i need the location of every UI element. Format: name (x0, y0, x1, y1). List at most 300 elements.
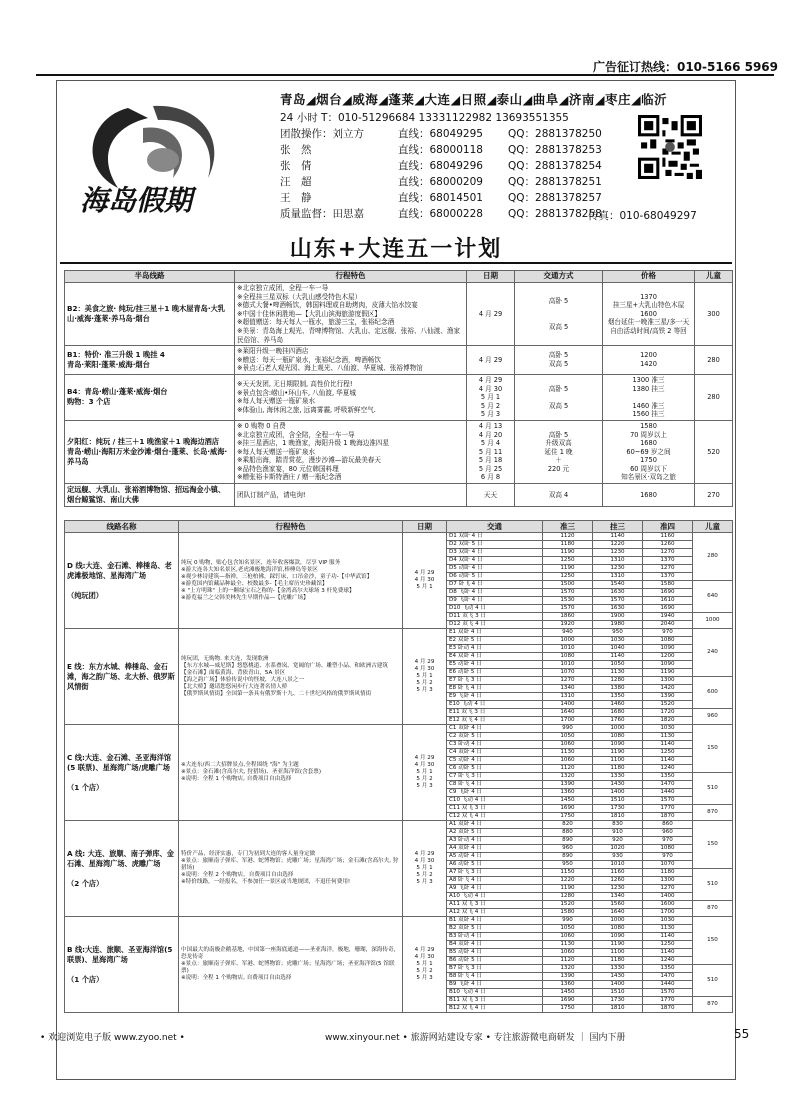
train-row (65, 725, 733, 733)
price-zhunsi: 1080 (643, 845, 693, 853)
price-zhunsan: 1320 (543, 965, 593, 973)
price-guasan: 1900 (593, 613, 643, 621)
contact-tel: 直线：68014501 (398, 192, 483, 204)
price-zhunsi: 1600 (643, 901, 693, 909)
price-zhunsan: 1390 (543, 973, 593, 981)
destination-list: 青岛◢烟台◢威海◢蓬莱◢大连◢日照◢泰山◢曲阜◢济南◢枣庄◢临沂 (280, 92, 668, 107)
price-guasan: 950 (593, 629, 643, 637)
price-zhunsan: 1120 (543, 957, 593, 965)
contact-name: 汪 超 (280, 176, 312, 188)
price-guasan: 1810 (593, 813, 643, 821)
price-zhunsan: 1360 (543, 981, 593, 989)
train-option: D10 飞动 4 日 (447, 605, 543, 613)
agency-header (68, 88, 728, 226)
price-guasan: 1510 (593, 797, 643, 805)
contact-row (280, 190, 730, 206)
price-guasan: 1560 (593, 901, 643, 909)
train-option: E1 双卧 4 日 (447, 629, 543, 637)
price-guasan: 920 (593, 837, 643, 845)
price-zhunsi: 1770 (643, 805, 693, 813)
route-traffic: 高卧 5 双高 5 (515, 283, 603, 346)
table-row (65, 346, 733, 375)
price-zhunsi: 1300 (643, 877, 693, 885)
price-guasan: 1090 (593, 741, 643, 749)
train-option: C6 动卧 5 日 (447, 765, 543, 773)
child-price: 280 (695, 346, 733, 375)
price-guasan: 1340 (593, 893, 643, 901)
train-option: D12 双飞 4 日 (447, 621, 543, 629)
price-guasan: 1230 (593, 885, 643, 893)
price-zhunsan: 1750 (543, 1005, 593, 1013)
route-date: 4 月 29 4 月 30 5 月 1 5 月 2 5 月 3 (403, 629, 447, 725)
train-option: B10 飞动 4 日 (447, 989, 543, 997)
agency-logo (68, 98, 268, 224)
price-guasan: 1080 (593, 925, 643, 933)
price-zhunsan: 1700 (543, 717, 593, 725)
price-zhunsan: 1080 (543, 653, 593, 661)
price-zhunsi: 1820 (643, 717, 693, 725)
price-zhunsan: 1690 (543, 997, 593, 1005)
route-name: B 线:大连、旅顺、圣亚海洋馆(5 联票)、星海湾广场 （1 个店） (65, 917, 179, 1013)
price-guasan: 1400 (593, 981, 643, 989)
price-zhunsi: 1440 (643, 789, 693, 797)
price-guasan: 1140 (593, 653, 643, 661)
price-zhunsi: 1240 (643, 765, 693, 773)
route-date: 4 月 29 4 月 30 5 月 1 5 月 2 5 月 3 (467, 374, 515, 420)
price-zhunsan: 1150 (543, 869, 593, 877)
route-features: ※天天发团, 无日期限制, 高性价比行程! ※景点包含:崂山•环山车, 八仙渡, 华夏城 ※每人每天赠送一瓶矿泉水 ※体验山, 海休闲之旅, 远离雾霾, 呼吸新鲜空气. (235, 374, 467, 420)
price-zhunsan: 1060 (543, 741, 593, 749)
route-date: 4 月 29 4 月 30 5 月 1 5 月 2 5 月 3 (403, 917, 447, 1013)
route-traffic: 高卧 5 升级双高 延住 1 晚 ＋ 220 元 (515, 420, 603, 483)
price-zhunsi: 1200 (643, 653, 693, 661)
price-guasan: 1260 (593, 877, 643, 885)
price-zhunsi: 1130 (643, 733, 693, 741)
price-zhunsi: 1090 (643, 645, 693, 653)
child-price: 600 (693, 677, 733, 709)
train-option: A11 双飞 3 日 (447, 901, 543, 909)
route-features: 中国最大的南极企鹅基地，中国第一座海底通道——圣亚海洋，极地，珊瑚，深海传奇，恐龙传奇 ※景点：旅顺南子弹库、军港、蛇博物馆；虎雕广场；星海湾广场；圣亚海洋馆(5 馆联票) ※说明：全程 1 个购物店, 自费项目自由选择 (179, 917, 403, 1013)
route-features: 团队订制产品，请电询! (235, 484, 467, 507)
price-zhunsan: 1060 (543, 757, 593, 765)
route-name: B2：美食之旅· 纯玩/挂三星＋1 晚木屋青岛·大乳山·威海·蓬莱·养马岛·烟台 (65, 283, 235, 346)
route-name: E 线：东方水城、棒棰岛、金石滩，海之韵广场、北大桥、俄罗斯风情街 (65, 629, 179, 725)
price-zhunsan: 940 (543, 629, 593, 637)
price-zhunsan: 1450 (543, 989, 593, 997)
price-zhunsan: 990 (543, 917, 593, 925)
price-guasan: 1460 (593, 701, 643, 709)
price-zhunsi: 1250 (643, 749, 693, 757)
price-zhunsan: 1180 (543, 541, 593, 549)
price-zhunsi: 970 (643, 629, 693, 637)
price-zhunsi: 2040 (643, 621, 693, 629)
train-option: A8 卧飞 4 日 (447, 877, 543, 885)
train-option: D2 双卧 5 日 (447, 541, 543, 549)
price-guasan: 1310 (593, 573, 643, 581)
child-price: 150 (693, 725, 733, 773)
price-zhunsi: 970 (643, 837, 693, 845)
train-option: D3 双卧 4 日 (447, 549, 543, 557)
price-guasan: 1100 (593, 757, 643, 765)
price-guasan: 1140 (593, 533, 643, 541)
train-option: A6 动卧 5 日 (447, 861, 543, 869)
price-zhunsan: 1320 (543, 773, 593, 781)
price-zhunsan: 1000 (543, 637, 593, 645)
price-zhunsan: 1340 (543, 685, 593, 693)
price-zhunsan: 1640 (543, 709, 593, 717)
price-zhunsi: 1350 (643, 965, 693, 973)
table-header: 儿童 (695, 271, 733, 283)
price-zhunsi: 1250 (643, 941, 693, 949)
price-guasan: 1040 (593, 645, 643, 653)
route-features: ※大连东/西二大招牌景点,全程围绕 "海" 为主题 ※景点：金石滩(含高尔夫, 狩猎场)、圣亚海洋馆(含套票) ※说明：全程 1 个购物店, 自费项目自由选择 (179, 725, 403, 821)
price-zhunsi: 1690 (643, 589, 693, 597)
train-option: C12 双飞 4 日 (447, 813, 543, 821)
footer-right[interactable]: www.xinyour.net • 旅游网站建设专家 • 专注旅游微电商研发 ｜ 国内下册 (325, 1033, 626, 1043)
title-rule (60, 262, 732, 264)
train-option: B8 卧飞 4 日 (447, 973, 543, 981)
price-zhunsan: 1120 (543, 765, 593, 773)
price-zhunsi: 1350 (643, 773, 693, 781)
price-zhunsan: 1580 (543, 909, 593, 917)
child-price: 240 (693, 629, 733, 677)
train-option: B6 动卧 5 日 (447, 957, 543, 965)
price-zhunsi: 1190 (643, 669, 693, 677)
page-number: 55 (734, 1027, 750, 1041)
page-title: 山东+大连五一计划 (289, 237, 503, 262)
price-zhunsi: 1470 (643, 973, 693, 981)
price-guasan: 1180 (593, 765, 643, 773)
child-price: 520 (695, 420, 733, 483)
price-zhunsi: 1140 (643, 741, 693, 749)
train-option: E7 卧飞 3 日 (447, 677, 543, 685)
price-zhunsan: 1310 (543, 693, 593, 701)
train-option: E11 双飞 3 日 (447, 709, 543, 717)
price-guasan: 1090 (593, 933, 643, 941)
route-date: 4 月 29 (467, 346, 515, 375)
train-option: D7 卧飞 4 日 (447, 581, 543, 589)
train-option: A2 双卧 5 日 (447, 829, 543, 837)
table-header: 交通 (447, 521, 543, 533)
route-price: 1370 挂三星+大乳山特色木屋 1600 烟台延住一晚准三星/多一天自由活动时间/高铁 2 等回 (603, 283, 695, 346)
child-price: 510 (693, 965, 733, 997)
price-zhunsan: 1070 (543, 669, 593, 677)
contact-tel: 直线：68049296 (398, 160, 483, 172)
route-name: 定远舰、大乳山、张裕酒博物馆、招远淘金小镇、烟台鲸鲨馆、南山大佛 (65, 484, 235, 507)
train-option: B1 双卧 4 日 (447, 917, 543, 925)
route-features: ※北京独立成团，全程一车一导 ※全程挂三星双标（大乳山感受特色木屋） ※德式大餐•啤酒畅饮，韩国料理或自助烤肉，皮薄大馅水饺宴 ※中国十佳休闲胜地—【大乳山滨海旅游度假区】 ※超值赠送：每天每人一瓶水，旅游三宝，张裕纪念酒 ※美景：青岛海上观光、青啤博物馆、大乳山、定远舰、张裕、八仙渡、渔家民俗馆、养马岛 (235, 283, 467, 346)
price-zhunsi: 1260 (643, 541, 693, 549)
price-guasan: 1230 (593, 565, 643, 573)
train-option: D8 飞卧 4 日 (447, 589, 543, 597)
route-features: 纯玩团，无购物. 来大连，发现歌洲 【东方水城—威尼斯】悠悠桃道、水系叠岚、宽阔的广场、雕塑小品、和欧洲古建筑 【金石滩】面临黄海、背依青山，5A 景区 【海之韵广场】体验传说中的怪坡，大连八景之一 【北大桥】邀请您悠闲步行大连著名情人桥 【俄罗斯风情街】全国第一条具有俄罗斯十九、二十世纪风格的俄罗斯风情街 (179, 629, 403, 725)
contact-name: 张 然 (280, 144, 312, 156)
price-zhunsi: 1390 (643, 693, 693, 701)
price-guasan: 1330 (593, 773, 643, 781)
price-zhunsan: 1690 (543, 805, 593, 813)
table-header: 儿童 (693, 521, 733, 533)
train-option: B9 飞卧 4 日 (447, 981, 543, 989)
route-name: A 线: 大连、旅顺、南子弹库、金石滩、星海湾广场、虎雕广场 （2 个店） (65, 821, 179, 917)
child-price: 510 (693, 773, 733, 805)
price-zhunsi: 1870 (643, 813, 693, 821)
top-rule (36, 74, 774, 76)
contact-qq: QQ：2881378254 (508, 160, 602, 172)
price-guasan: 1330 (593, 965, 643, 973)
price-guasan: 1540 (593, 581, 643, 589)
child-price: 870 (693, 901, 733, 917)
price-zhunsan: 1520 (543, 901, 593, 909)
train-option: D5 动卧 4 日 (447, 565, 543, 573)
child-price: 280 (693, 533, 733, 581)
price-zhunsi: 1240 (643, 957, 693, 965)
price-zhunsan: 890 (543, 837, 593, 845)
price-zhunsi: 970 (643, 853, 693, 861)
price-zhunsan: 1120 (543, 533, 593, 541)
train-option: A7 卧飞 3 日 (447, 869, 543, 877)
route-features: 纯玩 0 购物，贴心包含知名景区，连年收客爆款，尽享 VIP 服务 ※游大连各大知名景区,老虎滩极地海洋馆,棒棰岛等景区 ※观少林诗建筑—指禅，三枪柏佛，踩钉床，口吊金沙，童子功-【中华武馆】 ※游览国内馆藏品种最全、校数最多-【毛主席历史珍藏馆】 ※ "上方明珠" 上的一颗绿宝石之称的-【金湾高尔夫球场 3 杆免费球】 ※游览福兰之父韩美林先生早期作品—【虎雕广场】 (179, 533, 403, 629)
price-zhunsan: 1190 (543, 565, 593, 573)
train-option: B7 卧飞 3 日 (447, 965, 543, 973)
price-guasan: 1630 (593, 605, 643, 613)
train-option: B2 双卧 5 日 (447, 925, 543, 933)
price-guasan: 1400 (593, 789, 643, 797)
route-traffic: 高卧 5 双高 5 (515, 346, 603, 375)
route-name: 夕阳红：纯玩 / 挂三＋1 晚渔家＋1 晚海边酒店 青岛·崂山·海阳万米金沙滩·烟台·蓬莱、长岛·威海·养马岛 (65, 420, 235, 483)
table-header: 交通方式 (515, 271, 603, 283)
price-guasan: 1190 (593, 941, 643, 949)
train-option: A3 卧动 4 日 (447, 837, 543, 845)
train-option: C7 卧飞 3 日 (447, 773, 543, 781)
train-option: D4 双卧 4 日 (447, 557, 543, 565)
child-price: 1000 (693, 613, 733, 629)
price-zhunsan: 1360 (543, 789, 593, 797)
price-zhunsan: 820 (543, 821, 593, 829)
route-date: 4 月 29 (467, 283, 515, 346)
table-header: 准四 (643, 521, 693, 533)
contact-name: 张 倩 (280, 160, 312, 172)
contact-tel: 直线：68049295 (398, 128, 483, 140)
price-zhunsan: 1860 (543, 613, 593, 621)
route-date: 4 月 29 4 月 30 5 月 1 (403, 533, 447, 629)
dalian-route-table (64, 520, 733, 1013)
train-option: B5 动卧 4 日 (447, 949, 543, 957)
fax-number: 传真：010-68049297 (588, 210, 697, 222)
price-zhunsan: 1920 (543, 621, 593, 629)
price-zhunsan: 1400 (543, 701, 593, 709)
train-option: A4 双卧 4 日 (447, 845, 543, 853)
train-option: B12 双飞 4 日 (447, 1005, 543, 1013)
child-price: 640 (693, 581, 733, 613)
price-zhunsi: 1610 (643, 597, 693, 605)
route-date: 4 月 13 4 月 20 5 月 4 5 月 11 5 月 18 5 月 25 6 月 8 (467, 420, 515, 483)
price-zhunsi: 1180 (643, 869, 693, 877)
contact-qq: QQ：2881378257 (508, 192, 602, 204)
price-zhunsi: 1270 (643, 549, 693, 557)
contact-tel: 直线：68000118 (398, 144, 483, 156)
price-guasan: 1100 (593, 949, 643, 957)
route-name: B1：特价· 准三升级 1 晚挂 4 青岛·莱阳·蓬莱·威海·烟台 (65, 346, 235, 375)
hotline-24h: 24 小时 T：010-51296684 13331122982 13693551355 (280, 112, 569, 124)
train-option: C11 双飞 3 日 (447, 805, 543, 813)
child-price: 270 (695, 484, 733, 507)
price-guasan: 1430 (593, 973, 643, 981)
price-guasan: 1510 (593, 989, 643, 997)
table-header: 挂三 (593, 521, 643, 533)
price-zhunsi: 1140 (643, 757, 693, 765)
price-zhunsi: 1720 (643, 709, 693, 717)
price-zhunsi: 1370 (643, 573, 693, 581)
price-zhunsi: 1700 (643, 909, 693, 917)
table-row (65, 420, 733, 483)
train-option: E5 动卧 4 日 (447, 661, 543, 669)
price-guasan: 930 (593, 853, 643, 861)
price-zhunsi: 1370 (643, 557, 693, 565)
route-price: 1300 准三 1380 挂三 1460 准三 1560 挂三 (603, 374, 695, 420)
train-option: C10 飞动 4 日 (447, 797, 543, 805)
price-guasan: 910 (593, 829, 643, 837)
price-zhunsi: 1070 (643, 861, 693, 869)
table-header: 行程特色 (235, 271, 467, 283)
table-header: 半岛线路 (65, 271, 235, 283)
train-option: E6 动卧 5 日 (447, 669, 543, 677)
price-zhunsan: 1190 (543, 885, 593, 893)
route-name: D 线:大连、金石滩、棒棰岛、老虎滩极地馆、星海湾广场 （纯玩团） (65, 533, 179, 629)
price-zhunsan: 1010 (543, 645, 593, 653)
train-option: E4 双卧 4 日 (447, 653, 543, 661)
train-option: E8 卧飞 4 日 (447, 685, 543, 693)
price-zhunsi: 1470 (643, 781, 693, 789)
child-price: 150 (693, 821, 733, 869)
train-option: A5 动卧 4 日 (447, 853, 543, 861)
train-option: C1 双卧 4 日 (447, 725, 543, 733)
price-zhunsan: 1750 (543, 813, 593, 821)
price-guasan: 1010 (593, 861, 643, 869)
price-zhunsan: 1130 (543, 749, 593, 757)
price-guasan: 1180 (593, 957, 643, 965)
price-zhunsi: 1520 (643, 701, 693, 709)
train-option: C2 双卧 5 日 (447, 733, 543, 741)
price-guasan: 1030 (593, 637, 643, 645)
contact-name: 团散操作：刘立方 (280, 128, 364, 140)
train-option: A1 双卧 4 日 (447, 821, 543, 829)
price-zhunsan: 1530 (543, 597, 593, 605)
price-zhunsan: 890 (543, 853, 593, 861)
price-zhunsan: 1250 (543, 557, 593, 565)
price-zhunsan: 1570 (543, 605, 593, 613)
contact-tel: 直线：68000209 (398, 176, 483, 188)
table-header: 准三 (543, 521, 593, 533)
price-zhunsi: 1690 (643, 605, 693, 613)
price-guasan: 1280 (593, 677, 643, 685)
route-name: C 线:大连、金石滩、圣亚海洋馆(5 联票)、星海湾广场/虎雕广场 （1 个店） (65, 725, 179, 821)
price-zhunsi: 1440 (643, 981, 693, 989)
price-zhunsan: 950 (543, 861, 593, 869)
price-zhunsan: 1050 (543, 733, 593, 741)
price-guasan: 1020 (593, 845, 643, 853)
qr-code[interactable] (638, 112, 702, 182)
train-option: C5 动卧 4 日 (447, 757, 543, 765)
train-option: A10 飞动 4 日 (447, 893, 543, 901)
price-zhunsan: 1010 (543, 661, 593, 669)
price-zhunsi: 1140 (643, 933, 693, 941)
price-zhunsan: 1130 (543, 941, 593, 949)
train-option: D11 双飞 3 日 (447, 613, 543, 621)
train-row (65, 821, 733, 829)
child-price: 870 (693, 997, 733, 1013)
route-date: 4 月 29 4 月 30 5 月 1 5 月 2 5 月 3 (403, 821, 447, 917)
price-zhunsan: 1390 (543, 781, 593, 789)
child-price: 150 (693, 917, 733, 965)
footer-left[interactable]: • 欢迎浏览电子版 www.zyoo.net • (40, 1033, 185, 1043)
price-zhunsan: 1220 (543, 877, 593, 885)
train-row (65, 533, 733, 541)
train-option: C8 卧飞 4 日 (447, 781, 543, 789)
price-guasan: 1160 (593, 869, 643, 877)
train-option: C4 双卧 4 日 (447, 749, 543, 757)
price-zhunsan: 880 (543, 829, 593, 837)
price-zhunsi: 1030 (643, 725, 693, 733)
price-guasan: 1430 (593, 781, 643, 789)
route-traffic: 双高 4 (515, 484, 603, 507)
table-header: 行程特色 (179, 521, 403, 533)
route-price: 1200 1420 (603, 346, 695, 375)
train-option: B3 卧动 4 日 (447, 933, 543, 941)
table-row (65, 374, 733, 420)
price-zhunsi: 1940 (643, 613, 693, 621)
price-zhunsan: 1500 (543, 581, 593, 589)
logo-wordmark: 海岛假期 (80, 184, 193, 217)
contact-qq: QQ：2881378253 (508, 144, 602, 156)
route-traffic: 高卧 5 双高 5 (515, 374, 603, 420)
train-option: E2 双卧 5 日 (447, 637, 543, 645)
train-option: B4 双卧 4 日 (447, 941, 543, 949)
train-option: D6 动卧 5 日 (447, 573, 543, 581)
price-zhunsan: 1050 (543, 925, 593, 933)
price-guasan: 1080 (593, 733, 643, 741)
price-guasan: 1000 (593, 725, 643, 733)
peninsula-route-table (64, 270, 733, 507)
table-header: 价格 (603, 271, 695, 283)
price-zhunsan: 1250 (543, 573, 593, 581)
route-features: ※莱阳升级一晚挂四酒店 ※赠送：每天一瓶矿泉水，张裕纪念酒，啤酒畅饮 ※景点:石老人观光园、海上观光、八仙渡、华夏城、张裕博物馆 (235, 346, 467, 375)
train-option: A12 双飞 4 日 (447, 909, 543, 917)
price-zhunsi: 1140 (643, 949, 693, 957)
route-price: 1580 70 周岁以上 1680 60~69 岁之间 1750 60 周岁以下 知名景区·双岛之旅 (603, 420, 695, 483)
train-option: E12 双飞 4 日 (447, 717, 543, 725)
table-row (65, 283, 733, 346)
price-zhunsi: 1270 (643, 565, 693, 573)
price-guasan: 830 (593, 821, 643, 829)
price-zhunsan: 1270 (543, 677, 593, 685)
price-zhunsi: 1160 (643, 533, 693, 541)
route-date: 天天 (467, 484, 515, 507)
price-zhunsi: 1270 (643, 885, 693, 893)
price-guasan: 1980 (593, 621, 643, 629)
price-zhunsi: 1030 (643, 917, 693, 925)
price-guasan: 1380 (593, 685, 643, 693)
table-header: 日期 (403, 521, 447, 533)
child-price: 510 (693, 869, 733, 901)
price-zhunsi: 1570 (643, 797, 693, 805)
price-guasan: 1000 (593, 917, 643, 925)
price-zhunsi: 1130 (643, 925, 693, 933)
price-zhunsan: 1450 (543, 797, 593, 805)
train-option: B11 双飞 3 日 (447, 997, 543, 1005)
contact-qq: QQ：2881378250 (508, 128, 602, 140)
train-row (65, 629, 733, 637)
price-zhunsan: 1280 (543, 893, 593, 901)
